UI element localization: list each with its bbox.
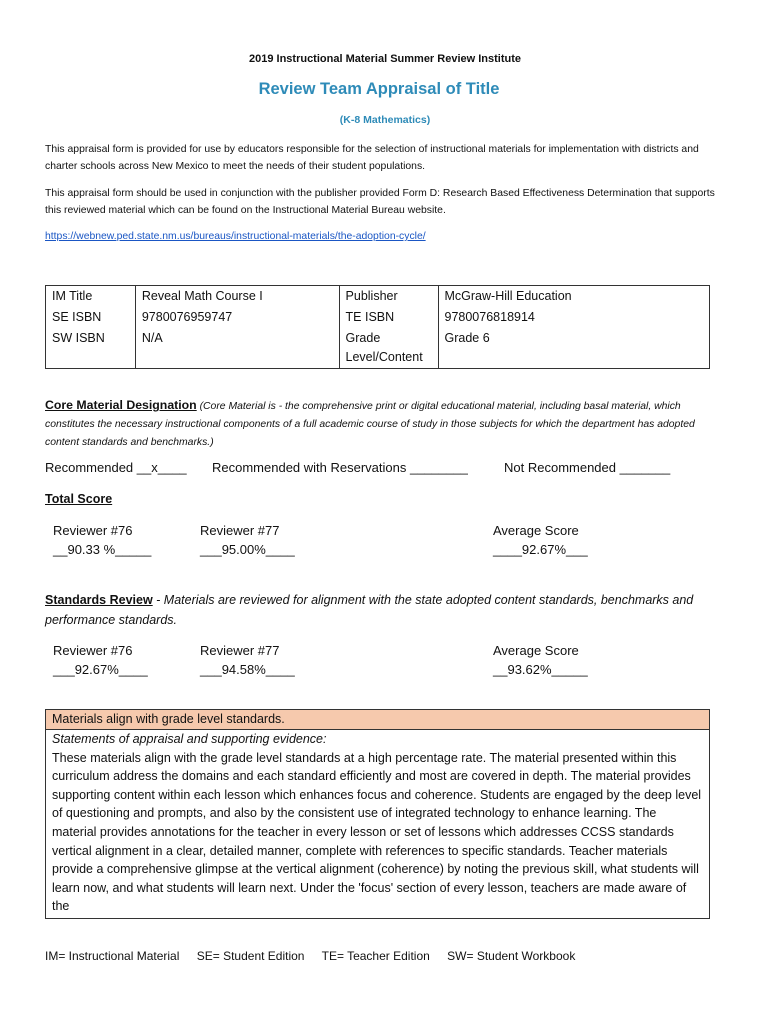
- core-material-heading: Core Material Designation: [45, 398, 197, 412]
- evidence-text: These materials align with the grade level standards at a high percentage rate. The material presented within this curriculum address the domains and each standard efficiently and most are covered in depth. The material provides supporting content within each lesson which enhances focus and coherence. Students are engaged by the deep level of questioning and prompts, and also by the consistent use of integrated technology to enhance learning. The material provides annotations for the teacher in every lesson or set of lessons which addresses CCSS standards vertical alignment in a clear, detailed manner, complete with references to specific standards. Teacher materials provide a comprehensive glimpse at the vertical alignment (coherence) by noting the previous skill, what students will learn now, and what students will learn next. Under the 'focus' section of every lesson, teachers are made aware of the: [52, 750, 702, 914]
- page-title: Review Team Appraisal of Title: [258, 80, 500, 98]
- evidence-subheading: Statements of appraisal and supporting evidence:: [52, 732, 327, 746]
- standards-reviewer-2-label: Reviewer #77: [200, 643, 280, 658]
- standards-average-label: Average Score: [493, 643, 579, 658]
- table-cell: 9780076818914: [438, 307, 710, 328]
- recommended-option: Recommended __x____: [45, 460, 187, 475]
- total-reviewer-2-score: ___95.00%____: [200, 542, 295, 557]
- table-row: [46, 328, 710, 369]
- table-cell: TE ISBN: [339, 307, 438, 328]
- standards-reviewer-1-score: ___92.67%____: [53, 662, 148, 677]
- standards-review-heading: Standards Review: [45, 593, 153, 607]
- footer-se: SE= Student Edition: [196, 949, 305, 963]
- intro-paragraph-2: This appraisal form should be used in conjunction with the publisher provided Form D: Research Based Effectiveness Determination that supports this reviewed material which can be found on the Instructional Material Bureau website.: [45, 188, 715, 216]
- standards-review-section: [45, 590, 725, 630]
- evidence-body: [46, 730, 709, 916]
- not-recommended-option: Not Recommended _______: [504, 460, 671, 475]
- table-cell: 9780076959747: [135, 307, 339, 328]
- table-cell: Reveal Math Course I: [135, 286, 339, 308]
- intro-paragraph-1: This appraisal form is provided for use by educators responsible for the selection of instructional materials for implementation with districts and charter schools across New Mexico to meet the needs of their student populations.: [45, 144, 699, 172]
- total-score-heading: Total Score: [45, 492, 113, 506]
- footer-sw: SW= Student Workbook: [447, 949, 576, 963]
- table-cell: SE ISBN: [46, 307, 136, 328]
- table-cell: Grade Level/Content: [339, 328, 438, 369]
- material-info-table: [45, 285, 710, 369]
- total-average-score: ____92.67%___: [493, 542, 588, 557]
- table-row: [46, 307, 710, 328]
- standards-average-score: __93.62%_____: [493, 662, 588, 677]
- table-cell: N/A: [135, 328, 339, 369]
- table-cell: IM Title: [46, 286, 136, 308]
- core-material-description: (Core Material is - the comprehensive print or digital educational material, including basal material, which constitutes the necessary instructional components of a full academic course of study in those subjects for which the department has adopted content standards and benchmarks.): [45, 401, 695, 448]
- footer-te: TE= Teacher Edition: [321, 949, 430, 963]
- table-cell: McGraw-Hill Education: [438, 286, 710, 308]
- adoption-cycle-link[interactable]: https://webnew.ped.state.nm.us/bureaus/instructional-materials/the-adoption-cycle/: [45, 231, 426, 242]
- table-cell: Grade 6: [438, 328, 710, 369]
- standards-reviewer-1-label: Reviewer #76: [53, 643, 133, 658]
- standards-review-description: - Materials are reviewed for alignment with the state adopted content standards, benchmarks and performance standards.: [45, 593, 694, 627]
- total-reviewer-2-label: Reviewer #77: [200, 523, 280, 538]
- total-average-label: Average Score: [493, 523, 579, 538]
- total-reviewer-1-score: __90.33 %_____: [53, 542, 152, 557]
- footer-im: IM= Instructional Material: [45, 949, 180, 963]
- evidence-box: [45, 709, 710, 919]
- table-row: [46, 286, 710, 308]
- page-subtitle: (K-8 Mathematics): [339, 114, 431, 126]
- institute-header: 2019 Instructional Material Summer Review Institute: [248, 53, 522, 65]
- total-reviewer-1-label: Reviewer #76: [53, 523, 133, 538]
- standards-reviewer-2-score: ___94.58%____: [200, 662, 295, 677]
- table-cell: Publisher: [339, 286, 438, 308]
- evidence-heading: Materials align with grade level standards.: [46, 710, 709, 730]
- recommended-with-reservations-option: Recommended with Reservations ________: [212, 460, 468, 475]
- table-cell: SW ISBN: [46, 328, 136, 369]
- footer-legend: [45, 949, 589, 963]
- core-material-section: [45, 396, 715, 452]
